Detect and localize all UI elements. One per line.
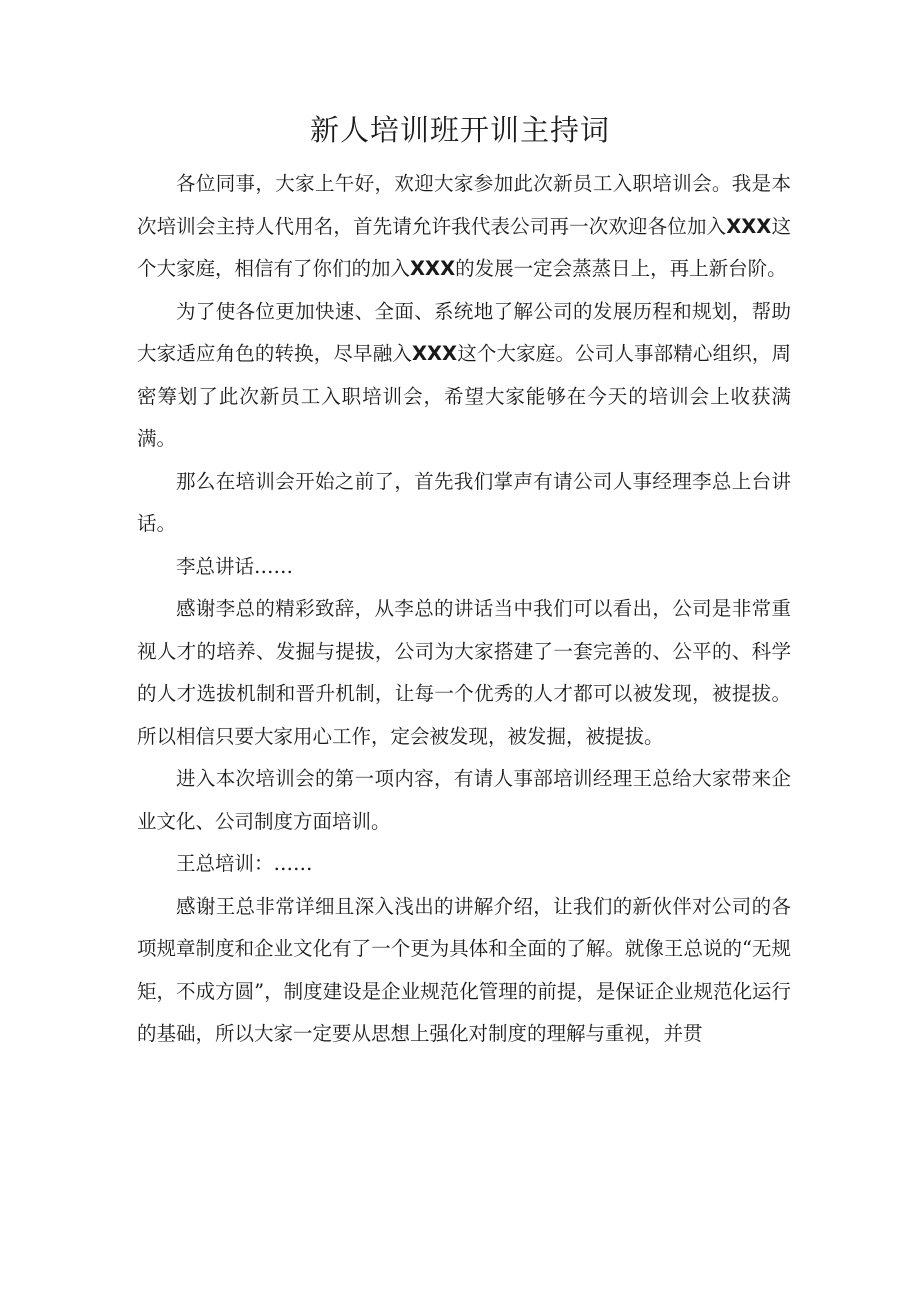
document-title: 新人培训班开训主持词 [309, 113, 610, 147]
paragraph-thanks-wang: 感谢王总非常详细且深入浅出的讲解介绍，让我们的新伙伴对公司的各项规章制度和企业文化有了一个更为具体和全面的了解。就像王总说的“无规矩，不成方圆”，制度建设是企业规范化管理的前提，是保证企业规范化运行的基础，所以大家一定要从思想上强化对制度的理解与重视，并贯 [137, 894, 791, 1045]
company-placeholder: XXX [410, 257, 456, 280]
paragraph-first-item: 进入本次培训会的第一项内容，有请人事部培训经理王总给大家带来企业文化、公司制度方面培训。 [137, 767, 791, 833]
paragraph-thanks-li: 感谢李总的精彩致辞，从李总的讲话当中我们可以看出，公司是非常重视人才的培养、发掘与提拔，公司为大家搭建了一套完善的、公平的、科学的人才选拔机制和晋升机制，让每一个优秀的人才都可以被发现，被提拔。所以相信只要大家用心工作，定会被发现，被发掘，被提拔。 [137, 597, 791, 748]
paragraph-greeting: 各位同事，大家上午好，欢迎大家参加此次新员工入职培训会。我是本次培训会主持人代用名，首先请允许我代表公司再一次欢迎各位加入XXX这个大家庭，相信有了你们的加入XXX的发展一定会蒸蒸日上，再上新台阶。 [137, 172, 791, 280]
paragraph-wang-training: 王总培训：…… [176, 852, 313, 875]
company-placeholder: XXX [411, 342, 458, 365]
paragraph-invite-li: 那么在培训会开始之前了，首先我们掌声有请公司人事经理李总上台讲话。 [137, 469, 791, 535]
paragraph-purpose: 为了使各位更加快速、全面、系统地了解公司的发展历程和规划，帮助大家适应角色的转换，尽早融入XXX这个大家庭。公司人事部精心组织，周密筹划了此次新员工入职培训会，希望大家能够在今天的培训会上收获满满。 [137, 299, 791, 450]
company-placeholder: XXX [726, 214, 772, 238]
paragraph-li-speech: 李总讲话…… [176, 554, 294, 578]
document-body [137, 163, 791, 1056]
